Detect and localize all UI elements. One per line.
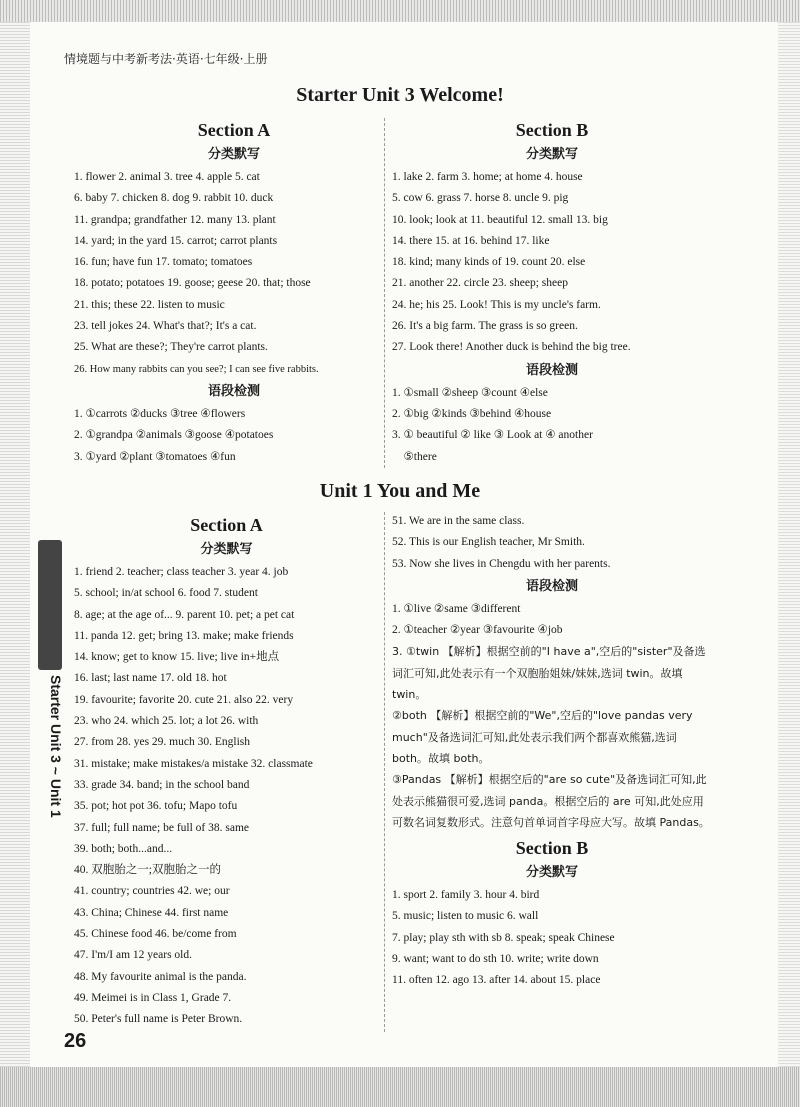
answer-line: 14. know; get to know 15. live; live in+地点 (74, 651, 280, 664)
vocab-title: 分类默写 (525, 865, 578, 881)
answer-line: 50. Peter's full name is Peter Brown. (74, 1013, 243, 1026)
answer-line: 11. often 12. ago 13. after 14. about 15. place (392, 974, 601, 987)
answer-line: 27. Look there! Another duck is behind the big tree. (392, 341, 631, 354)
section-title: Section A (190, 515, 263, 535)
answer-line: 25. What are these?; They're carrot plants. (74, 341, 268, 354)
scan-border-left (0, 22, 30, 1067)
running-header: 情境题与中考新考法·英语·七年级·上册 (64, 52, 268, 66)
answer-line: 26. How many rabbits can you see?; I can see five rabbits. (74, 363, 319, 375)
answer-line: 3. ① beautiful ② like ③ Look at ④ another (392, 429, 593, 442)
starter-unit-title: Starter Unit 3 Welcome! (296, 84, 504, 106)
answer-line: 1. ①live ②same ③different (392, 602, 521, 615)
page-number: 26 (64, 1030, 87, 1052)
answer-line: 5. school; in/at school 6. food 7. student (74, 587, 258, 600)
side-unit-label: Starter Unit 3 ~ Unit 1 (48, 675, 64, 818)
answer-line: 5. music; listen to music 6. wall (392, 910, 539, 923)
answer-line: 8. age; at the age of... 9. parent 10. pet; a pet cat (74, 608, 295, 621)
answer-line: 11. panda 12. get; bring 13. make; make friends (74, 629, 294, 642)
answer-line: 2. ①big ②kinds ③behind ④house (392, 407, 552, 420)
answer-line: 10. look; look at 11. beautiful 12. small 13. big (392, 213, 608, 226)
section-title: Section B (515, 838, 589, 859)
answer-line: 24. he; his 25. Look! This is my uncle's farm. (392, 298, 601, 311)
vocab-title: 分类默写 (525, 147, 578, 162)
check-title: 语段检测 (525, 362, 578, 378)
answer-line: 47. I'm/I am 12 years old. (74, 949, 193, 962)
unit1-section-a (74, 512, 379, 1031)
answer-line: 11. grandpa; grandfather 12. many 13. plant (74, 213, 276, 226)
answer-line: 18. kind; many kinds of 19. count 20. else (392, 256, 586, 269)
answer-line: 19. favourite; favorite 20. cute 21. also 22. very (74, 693, 294, 706)
answer-line: 43. China; Chinese 44. first name (74, 906, 229, 919)
answer-line: 51. We are in the same class. (392, 515, 525, 527)
vocab-title: 分类默写 (207, 147, 260, 162)
answer-line: 16. fun; have fun 17. tomato; tomatoes (74, 256, 253, 269)
answer-line: ⑤there (392, 450, 437, 463)
answer-line: 39. both; both...and... (74, 842, 173, 855)
answer-line: 21. this; these 22. listen to music (74, 298, 225, 311)
explanation: ②both 【解析】根据空前的"We",空后的"love pandas very much"及备选词汇可知,此处表示我们两个都喜欢熊猫,选词 both。故填 both。 (392, 709, 693, 765)
explanation: ③Pandas 【解析】根据空后的"are so cute"及备选词汇可知,此处表示熊猫很可爱,选词 panda。根据空后的 are 可知,此处应用可数名词复数形式。注意句首单词首字母应大写。故填 Pandas。 (392, 773, 710, 829)
answer-line: 1. friend 2. teacher; class teacher 3. year 4. job (74, 566, 289, 578)
side-tab (38, 540, 62, 670)
answer-line: 1. ①carrots ②ducks ③tree ④flowers (74, 407, 246, 420)
answer-line: 3. ①yard ②plant ③tomatoes ④fun (74, 450, 236, 463)
answer-line: 27. from 28. yes 29. much 30. English (74, 736, 250, 749)
answer-line: 7. play; play sth with sb 8. speak; speak Chinese (392, 931, 615, 944)
answer-line: 49. Meimei is in Class 1, Grade 7. (74, 991, 232, 1004)
answer-line: 1. flower 2. animal 3. tree 4. apple 5. cat (74, 171, 260, 183)
answer-line: 6. baby 7. chicken 8. dog 9. rabbit 10. duck (74, 192, 274, 205)
vocab-title: 分类默写 (200, 542, 253, 557)
answer-line: 35. pot; hot pot 36. tofu; Mapo tofu (74, 800, 238, 813)
answer-line: 23. who 24. which 25. lot; a lot 26. with (74, 715, 259, 728)
answer-line: 23. tell jokes 24. What's that?; It's a cat. (74, 320, 257, 333)
section-title: Section B (515, 120, 589, 140)
column-divider-bottom (384, 512, 385, 1032)
answer-line: 1. lake 2. farm 3. home; at home 4. house (392, 171, 583, 183)
starter-section-b (392, 117, 712, 468)
answer-line: 21. another 22. circle 23. sheep; sheep (392, 277, 568, 290)
unit1-title: Unit 1 You and Me (319, 480, 481, 502)
unit1-right-column (392, 511, 712, 992)
scan-border-top (0, 0, 800, 22)
scan-border-bottom (0, 1067, 800, 1107)
answer-line: 48. My favourite animal is the panda. (74, 970, 247, 983)
answer-line: 41. country; countries 42. we; our (74, 885, 230, 898)
answer-line: 2. ①teacher ②year ③favourite ④job (392, 624, 563, 637)
starter-section-a (74, 117, 394, 468)
answer-line: 31. mistake; make mistakes/a mistake 32. classmate (74, 757, 313, 770)
answer-line: 5. cow 6. grass 7. horse 8. uncle 9. pig (392, 192, 569, 205)
answer-line: 45. Chinese food 46. be/come from (74, 928, 237, 941)
scan-border-right (778, 22, 800, 1067)
answer-line: 53. Now she lives in Chengdu with her parents. (392, 557, 611, 570)
answer-line: 14. there 15. at 16. behind 17. like (392, 234, 550, 247)
answer-line: 52. This is our English teacher, Mr Smith. (392, 536, 585, 549)
answer-line: 33. grade 34. band; in the school band (74, 778, 250, 791)
answer-line: 16. last; last name 17. old 18. hot (74, 672, 227, 685)
answer-line: 26. It's a big farm. The grass is so green. (392, 320, 578, 333)
answer-line: 18. potato; potatoes 19. goose; geese 20. that; those (74, 277, 311, 290)
answer-line: 14. yard; in the yard 15. carrot; carrot plants (74, 234, 278, 247)
answer-line: 1. ①small ②sheep ③count ④else (392, 386, 548, 399)
answer-line: 37. full; full name; be full of 38. same (74, 821, 250, 834)
answer-line: 1. sport 2. family 3. hour 4. bird (392, 889, 540, 902)
answer-line: 9. want; want to do sth 10. write; write down (392, 953, 599, 966)
explanation: 3. ①twin 【解析】根据空前的"I have a",空后的"sister"及备选词汇可知,此处表示有一个双胞胎姐妹/妹妹,选词 twin。故填 twin。 (392, 645, 706, 702)
check-title: 语段检测 (207, 383, 260, 399)
check-title: 语段检测 (525, 578, 578, 594)
answer-line: 2. ①grandpa ②animals ③goose ④potatoes (74, 429, 274, 442)
section-title: Section A (197, 120, 271, 140)
answer-line: 40. 双胞胎之一;双胞胎之一的 (74, 864, 221, 877)
